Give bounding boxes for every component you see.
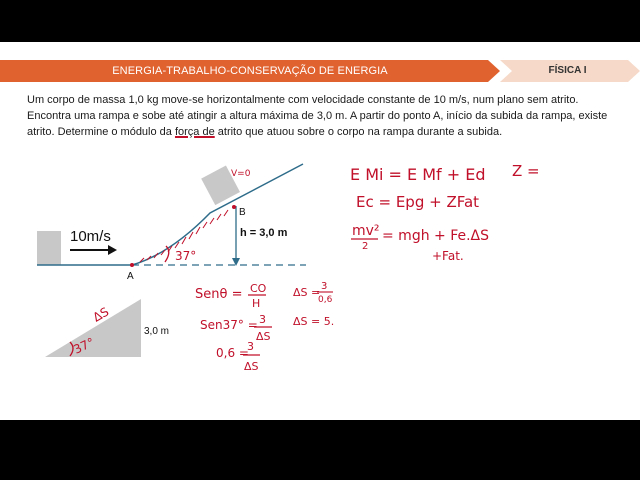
point-b-dot	[232, 205, 236, 209]
problem-text-1: Um corpo de massa 1,0 kg move-se horizontalmente com velocidade constante de 10 m/s, num plano sem atrito. Encontra uma rampa e sobe até atingir a altura máxima de 3,0 m. A partir do ponto A, início da subida da rampa, existe atrito. Determine o módulo da	[27, 94, 608, 138]
triangle-side-label: 3,0 m	[144, 326, 170, 337]
eq-energy-conservation: E Mi = E Mf + Ed	[350, 165, 486, 184]
eq3-numerator: mv²	[352, 223, 380, 239]
triangle-hyp-label: ΔS	[90, 304, 112, 325]
point-a-dot	[130, 263, 134, 267]
triangle-figure	[45, 299, 169, 357]
ds1-lhs: ΔS =	[293, 286, 321, 299]
block-start	[37, 231, 61, 265]
height-label: h = 3,0 m	[240, 227, 288, 239]
sen1-den: H	[252, 297, 261, 310]
problem-text-2: atrito que atuou sobre o corpo na rampa durante a subida.	[214, 126, 503, 138]
header-subject: FÍSICA I	[548, 65, 587, 76]
eq3-denominator: 2	[362, 241, 369, 252]
trig-equations	[195, 281, 334, 373]
sen2-num: 3	[259, 313, 266, 326]
energy-equations	[350, 162, 540, 263]
v-zero-label: V=0	[231, 169, 251, 179]
speed-label: 10m/s	[70, 228, 111, 245]
eq3-rhs: = mgh + Fe.ΔS	[382, 228, 490, 244]
ds1-den: 0,6	[318, 295, 333, 305]
problem-underlined: força de	[174, 126, 215, 138]
sen2-lhs: Sen37° =	[200, 318, 258, 332]
sen3-num: 3	[247, 340, 254, 353]
header-title: ENERGIA-TRABALHO-CONSERVAÇÃO DE ENERGIA	[112, 65, 388, 77]
point-b-label: B	[239, 207, 246, 218]
velocity-arrowhead	[108, 245, 117, 255]
sen1-lhs: Senθ =	[195, 287, 243, 302]
work-eq-start: Z =	[512, 162, 540, 180]
sen3-lhs: 0,6 =	[216, 346, 249, 360]
eq3-continuation: +Fat.	[432, 249, 464, 263]
ramp-figure	[37, 164, 306, 282]
eq-kinetic-potential: Ec = Epg + ZFat	[356, 193, 480, 211]
sen3-den: ΔS	[244, 360, 259, 373]
angle-label: 37°	[175, 249, 197, 263]
ds1-num: 3	[321, 281, 328, 292]
ds2: ΔS = 5.	[293, 315, 335, 328]
triangle-angle-label: 37°	[71, 335, 97, 357]
sen2-den: ΔS	[256, 330, 271, 343]
sen1-num: CO	[250, 282, 267, 295]
point-a-label: A	[127, 271, 134, 282]
